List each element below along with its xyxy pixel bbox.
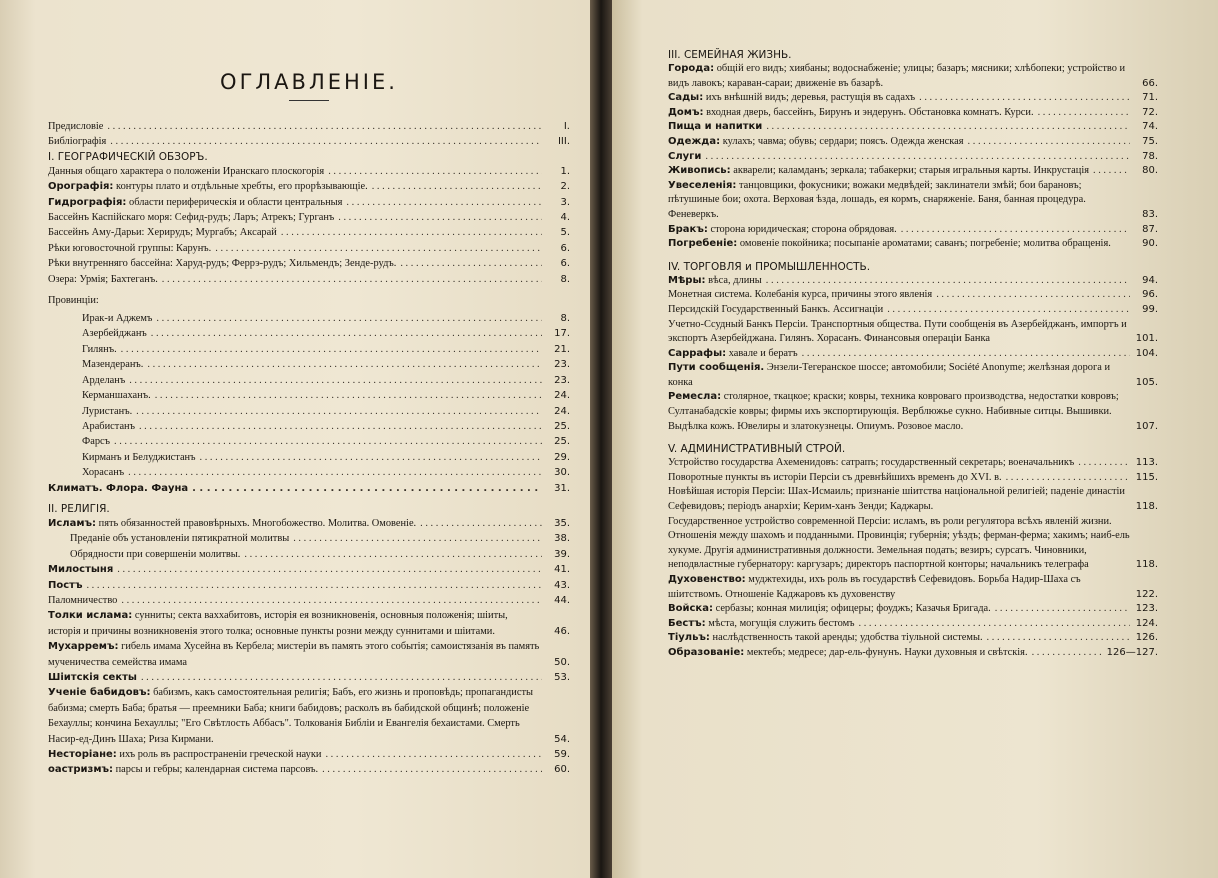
toc-entry-text — [48, 210, 542, 225]
right-page — [612, 0, 1218, 878]
toc-entry-page: 44. — [554, 594, 570, 606]
toc-entry-body: Монетная система. Колебанія курса, причины этого явленія — [668, 289, 933, 301]
toc-entry-body: Арабистанъ — [82, 420, 135, 432]
toc-entry-lead: Пути сообщенія. — [668, 362, 765, 374]
toc-entry-body: вѣса, длины — [708, 274, 762, 286]
toc-entry-body: танцовщики, фокусники; вожаки медвѣдей; заклинатели змѣй; бои барановъ; пѣтушиные бои; охота. Верховая ѣзда, лошадь, ея кормъ, снаряженіе. Баня, банная процедура. Феневеркъ. — [668, 179, 1086, 220]
toc-entry-body: Озера: Урмія; Бахтеганъ. — [48, 273, 158, 285]
toc-entry-page: 5. — [560, 227, 570, 239]
toc-entry-body: ихъ роль въ распространеніи греческой науки — [119, 749, 322, 761]
toc-entry-text — [668, 617, 1130, 632]
toc-entry-text — [668, 390, 1130, 434]
provinces-list — [48, 311, 570, 480]
toc-entry-page: 87. — [1142, 223, 1158, 235]
toc-entry — [48, 272, 570, 287]
toc-entry-text — [668, 62, 1130, 91]
toc-entry — [48, 593, 570, 608]
toc-entry-text — [668, 274, 1130, 289]
toc-entry-text — [82, 342, 542, 357]
toc-entry-page: 113. — [1135, 457, 1158, 469]
toc-entry-text — [48, 685, 542, 747]
toc-entry-body: сторона юридическая; сторона обрядовая. — [710, 223, 897, 235]
toc-entry-text — [668, 237, 1130, 252]
toc-entry-body: Ирак-и Аджемъ — [82, 313, 153, 325]
toc-entry — [48, 465, 570, 480]
toc-entry — [48, 562, 570, 577]
toc-entry-text — [668, 288, 1130, 303]
toc-entry-text — [48, 578, 542, 593]
toc-entry — [668, 120, 1158, 135]
toc-entry-lead: Мухарремъ: — [48, 641, 119, 653]
toc-entry-page: 118. — [1135, 501, 1158, 513]
toc-entry-page: 17. — [554, 328, 570, 340]
toc-entry-lead: оастризмъ: — [48, 764, 114, 776]
toc-entry-body: общій его видъ; хиябаны; водоснабженіе; улицы; базаръ; мясники; хлѣбопеки; устройство и видъ лавокъ; караван-сараи; движеніе въ базарѣ. — [668, 63, 1126, 89]
toc-entry-text — [82, 419, 542, 434]
toc-entry-body: парсы и гебры; календарная система парсовъ. — [115, 764, 319, 776]
toc-entry-page: 38. — [554, 533, 570, 545]
toc-entry-page: 90. — [1142, 238, 1158, 250]
toc-entry — [48, 516, 570, 531]
toc-entry-page: 126—127. — [1106, 646, 1158, 658]
toc-entry — [668, 237, 1158, 252]
toc-entry-body: Керманшаханъ. — [82, 390, 151, 402]
title-rule — [289, 100, 329, 101]
toc-entry — [48, 531, 570, 546]
toc-entry-body: Мазендеранъ. — [82, 359, 144, 371]
toc-entry — [48, 450, 570, 465]
toc-entry-page: 1. — [560, 165, 570, 177]
toc-entry-text — [668, 631, 1130, 646]
toc-entry-body: Паломничество — [48, 594, 118, 606]
toc-entry-page: 124. — [1135, 617, 1158, 629]
toc-entry-text — [48, 134, 542, 149]
toc-entry — [48, 119, 570, 134]
toc-entry-body: Гилянъ. — [82, 343, 117, 355]
toc-entry — [48, 357, 570, 372]
toc-entry — [668, 602, 1158, 617]
toc-entry — [48, 326, 570, 341]
toc-entry — [668, 91, 1158, 106]
toc-entry-text — [668, 135, 1130, 150]
toc-entry-text — [668, 456, 1130, 471]
toc-entry-page: 115. — [1135, 471, 1158, 483]
toc-entry-lead: Орографія: — [48, 181, 114, 193]
toc-entry-page: 54. — [554, 733, 570, 745]
climate-text: Климатъ. Флора. Фауна . . . — [48, 481, 542, 496]
toc-entry-page: 30. — [554, 467, 570, 479]
toc-entry-page: 23. — [554, 374, 570, 386]
section-2-list — [48, 516, 570, 778]
toc-entry-text — [668, 223, 1130, 238]
toc-entry-page: I. — [563, 121, 570, 132]
toc-entry-text — [48, 195, 542, 210]
toc-entry-lead: Саррафы: — [668, 347, 727, 359]
toc-entry-body: Хорасанъ — [82, 467, 125, 479]
toc-entry-lead: Слуги — [668, 150, 702, 162]
toc-entry-text — [82, 404, 542, 419]
toc-entry-text — [668, 485, 1130, 514]
toc-entry — [48, 241, 570, 256]
toc-entry-page: 126. — [1135, 632, 1158, 644]
section-2-heading: II. РЕЛИГІЯ. — [48, 502, 110, 515]
toc-entry-body: кулахъ; чавма; обувь; сердари; поясъ. Одежда женская — [722, 135, 964, 147]
toc-entry-text — [668, 361, 1130, 390]
toc-entry-page: 4. — [560, 212, 570, 224]
toc-entry-page: 3. — [560, 196, 570, 208]
toc-entry-text — [668, 164, 1130, 179]
toc-entry — [668, 179, 1158, 223]
toc-entry-page: 105. — [1135, 376, 1158, 388]
toc-entry-lead: Города: — [668, 63, 715, 74]
section-3-list — [668, 62, 1158, 252]
toc-entry-lead: Сады: — [668, 92, 704, 104]
toc-entry-page: 39. — [554, 548, 570, 560]
toc-entry-lead: Тіульъ: — [668, 632, 710, 644]
toc-entry-text — [48, 593, 542, 608]
toc-entry-page: 66. — [1142, 77, 1158, 89]
toc-entry — [48, 404, 570, 419]
toc-entry — [668, 274, 1158, 289]
toc-entry — [668, 303, 1158, 318]
toc-entry-text — [48, 747, 542, 762]
toc-entry-text — [48, 562, 542, 577]
toc-entry-body: сунниты; секта ваххабитовъ, исторія ея возникновенія, основныя положенія; шіиты, исторія и причины возникновенія этого толка; основные пункты розни между суннитами и шіитами. — [48, 610, 508, 637]
toc-entry-page: 50. — [554, 656, 570, 668]
toc-entry — [48, 225, 570, 240]
toc-entry-page: 75. — [1142, 135, 1158, 147]
book-gutter — [590, 0, 612, 878]
toc-entry-lead: Ученіе бабидовъ: — [48, 687, 151, 699]
toc-entry — [668, 390, 1158, 434]
toc-entry-page: 83. — [1142, 208, 1158, 220]
toc-entry-body: Арделанъ — [82, 374, 126, 386]
toc-entry-lead: Постъ — [48, 579, 83, 591]
toc-entry-text — [48, 670, 542, 685]
toc-entry-body: Луристанъ. — [82, 405, 133, 417]
toc-entry-lead: Бестъ: — [668, 617, 706, 629]
toc-entry-body: пять обязанностей правовѣрныхъ. Многобожество. Молитва. Омовеніе. — [98, 517, 417, 529]
toc-entry-page: 41. — [554, 564, 570, 576]
toc-entry-body: Библіографія — [48, 136, 107, 148]
toc-entry-text — [48, 608, 542, 639]
toc-entry — [48, 342, 570, 357]
toc-entry-lead: Духовенство: — [668, 574, 746, 585]
toc-entry-page: 8. — [560, 273, 570, 285]
toc-entry-text — [48, 179, 542, 194]
toc-entry-text — [82, 450, 542, 465]
toc-entry — [668, 135, 1158, 150]
toc-entry-lead: Образованіе: — [668, 646, 745, 658]
toc-entry — [668, 646, 1158, 661]
toc-entry-page: 24. — [554, 405, 570, 417]
toc-entry-body: Персидскій Государственный Банкъ. Ассигнаціи — [668, 303, 884, 315]
toc-entry — [48, 547, 570, 562]
toc-entry-lead: Домъ: — [668, 106, 704, 118]
toc-entry-body: Новѣйшая исторія Персіи: Шах-Исмаиль; признаніе шіитства національной религіей; паденіе династіи Сефевидовъ; періодъ анархіи; Керим-ханъ Зенди; Каджары. — [668, 486, 1125, 513]
toc-entry — [48, 639, 570, 670]
toc-entry-page: 104. — [1135, 347, 1158, 359]
toc-entry — [48, 311, 570, 326]
section-5-list — [668, 456, 1158, 660]
toc-entry-body: сербазы; конная милиція; офицеры; фоуджъ; Казачья Бригада. — [715, 603, 991, 615]
toc-entry-text — [48, 256, 542, 271]
toc-title: ОГЛАВЛЕНІЕ. — [220, 70, 398, 94]
toc-entry-page: 23. — [554, 359, 570, 371]
toc-entry — [668, 485, 1158, 514]
toc-entry-body: Государственное устройство современной Персіи: исламъ, въ роли регулятора всѣхъ явленій жизни. Отношенія между шахомъ и подданными. Провинція; губернія; уѣздъ; ферман-ферма; хакимъ; наиб-ель хукуме. Другія административныя должности. Земельная подать; везиръ; сурсатъ. Чиновники, неподвластные губернатору: каргузаръ; директоръ паспортной конторы; начальникъ телеграфа — [668, 515, 1130, 571]
toc-entry-body: муджтехиды, ихъ роль въ государствѣ Сефевидовъ. Борьба Надир-Шаха съ шіитствомъ. Отношеніе Каджаровъ къ духовенству — [668, 574, 1081, 600]
toc-entry-body: Энзели-Тегеранское шоссе; автомобили; Société Anonyme; желѣзная дорога и конка — [668, 362, 1111, 388]
toc-entry-lead: Бракъ: — [668, 223, 708, 235]
section-1-heading: I. ГЕОГРАФИЧЕСКІЙ ОБЗОРЪ. — [48, 150, 208, 163]
toc-entry — [48, 434, 570, 449]
toc-entry-text — [48, 119, 542, 134]
toc-entry-body: контуры плато и отдѣльные хребты, его прорѣзывающіе. — [116, 181, 368, 193]
toc-entry-body: бабизмъ, какъ самостоятельная религія; Бабъ, его жизнь и проповѣдь; пропагандисты бабизма; смерть Баба; братья — преемники Баба; книги бабидовъ; расколъ въ бабидской общинѣ; положеніе Бехауллы; кончина Бехауллы; "Его Свѣтлость Аббасъ". Толкованія Библіи и Евангелія бехаистами. Смерть Насир-ед-Динъ Шаха; Риза Кирмани. — [48, 687, 533, 745]
toc-entry — [48, 256, 570, 271]
toc-entry — [48, 608, 570, 639]
toc-entry — [668, 456, 1158, 471]
toc-entry-body: мектебъ; медресе; дар-ель-фунунъ. Науки духовныя и свѣтскія. — [746, 646, 1028, 658]
toc-entry-lead: Пища и напитки — [668, 121, 763, 133]
toc-entry — [48, 164, 570, 179]
toc-entry-page: 35. — [554, 517, 570, 529]
toc-entry — [48, 747, 570, 762]
toc-entry-text — [668, 318, 1130, 347]
toc-entry-text — [668, 646, 1101, 661]
toc-entry-page: 59. — [554, 749, 570, 761]
toc-entry-text — [668, 515, 1130, 573]
toc-entry — [48, 419, 570, 434]
toc-entry-lead: Милостыня — [48, 564, 114, 576]
toc-entry-page: 122. — [1135, 588, 1158, 600]
toc-entry-page: 118. — [1135, 559, 1158, 571]
toc-entry-page: 71. — [1142, 92, 1158, 104]
toc-entry-lead: Ремесла: — [668, 391, 722, 403]
toc-entry — [48, 388, 570, 403]
climate-entry — [48, 481, 570, 496]
toc-entry-lead: Мѣры: — [668, 274, 706, 286]
toc-entry-page: 25. — [554, 436, 570, 448]
toc-entry-body: области периферическія и области центральныя — [129, 196, 343, 208]
toc-entry-lead: Несторіане: — [48, 749, 117, 761]
toc-entry — [48, 373, 570, 388]
toc-entry — [48, 210, 570, 225]
toc-entry — [48, 762, 570, 777]
toc-entry-text — [48, 272, 542, 287]
toc-entry — [48, 578, 570, 593]
toc-entry — [668, 223, 1158, 238]
toc-entry-lead: Толки ислама: — [48, 610, 133, 622]
toc-entry — [668, 361, 1158, 390]
toc-entry — [48, 670, 570, 685]
toc-entry — [668, 106, 1158, 121]
toc-entry-lead: Живопись: — [668, 165, 731, 177]
toc-entry-page: 94. — [1142, 274, 1158, 286]
toc-entry-body: Обрядности при совершеніи молитвы. — [70, 548, 241, 560]
toc-entry — [48, 195, 570, 210]
toc-entry-page: 43. — [554, 579, 570, 591]
toc-entry-lead: Исламъ: — [48, 517, 97, 529]
toc-entry-body: Поворотные пункты въ исторіи Персіи съ древнѣйшихъ временъ до XVI. в. — [668, 471, 1002, 483]
toc-entry — [668, 617, 1158, 632]
toc-entry-body: мѣста, могущія служить бестомъ — [708, 617, 855, 629]
toc-entry-page: 123. — [1135, 603, 1158, 615]
toc-entry-body: Преданіе объ установленіи пятикратной молитвы — [70, 533, 290, 545]
toc-entry-body: гибель имама Хусейна въ Кербела; мистеріи въ память этого событія; самоистязанія въ память мученичества семейства имама — [48, 641, 540, 668]
toc-entry-text — [48, 516, 542, 531]
toc-entry-text — [668, 471, 1130, 486]
toc-entry — [668, 515, 1158, 573]
toc-entry-text — [668, 179, 1130, 223]
toc-entry-page: 107. — [1135, 420, 1158, 432]
toc-entry-page: 101. — [1135, 333, 1158, 345]
toc-entry-body: Предисловіе — [48, 121, 104, 132]
toc-entry-page: 6. — [560, 242, 570, 254]
front-matter — [48, 119, 570, 150]
left-page — [0, 0, 590, 878]
toc-entry-page: 25. — [554, 420, 570, 432]
toc-entry-page: 74. — [1142, 121, 1158, 133]
toc-entry-text — [70, 531, 542, 546]
toc-entry — [48, 179, 570, 194]
toc-entry-lead: Погребеніе: — [668, 238, 738, 250]
toc-entry-body: Данныя общаго характера о положеніи Иранскаго плоскогорія — [48, 165, 325, 177]
climate-page: 31. — [554, 482, 570, 494]
section-1-list — [48, 164, 570, 287]
toc-entry-text — [668, 106, 1130, 121]
toc-entry-page: 6. — [560, 258, 570, 270]
toc-entry-body: Учетно-Ссудный Банкъ Персіи. Транспортныя общества. Пути сообщенія въ Азербейджанъ, импортъ и экспортъ Азербейджана. Гилянъ. Хорасанъ. Финансовыя операціи Банка — [668, 318, 1127, 345]
toc-entry-text — [48, 164, 542, 179]
toc-entry-lead: Гидрографія: — [48, 196, 127, 208]
toc-entry-text — [668, 602, 1130, 617]
toc-entry-body: акварели; каламданъ; зеркала; табакерки; старыя игральныя карты. Инкрустація — [733, 165, 1090, 177]
toc-entry-text — [668, 573, 1130, 602]
toc-entry — [668, 573, 1158, 602]
toc-entry — [48, 134, 570, 149]
section-3-heading: III. СЕМЕЙНАЯ ЖИЗНЬ. — [668, 49, 792, 61]
toc-entry — [668, 288, 1158, 303]
toc-entry-text — [82, 373, 542, 388]
toc-entry-page: 78. — [1142, 150, 1158, 162]
toc-entry-text — [668, 150, 1130, 165]
toc-entry-text — [70, 547, 542, 562]
toc-entry-page: 24. — [554, 390, 570, 402]
toc-entry-page: 80. — [1142, 165, 1158, 177]
toc-entry-body: омовеніе покойника; посыпаніе ароматами; саванъ; погребеніе; молитва обращенія. — [739, 238, 1111, 250]
toc-entry-body: Рѣки внутренняго бассейна: Харуд-рудъ; Феррэ-рудъ; Хильмендъ; Зенде-рудъ. — [48, 258, 397, 270]
section-4-list — [668, 274, 1158, 435]
toc-entry-page: 46. — [554, 625, 570, 637]
toc-entry-text — [82, 388, 542, 403]
toc-entry-body: ихъ внѣшній видъ; деревья, растущія въ садахъ — [705, 92, 916, 104]
toc-entry-page: 60. — [554, 764, 570, 776]
toc-entry — [668, 318, 1158, 347]
toc-entry-lead: Одежда: — [668, 135, 721, 147]
toc-entry-body: хавале и бератъ — [728, 347, 798, 359]
toc-entry-text — [668, 303, 1130, 318]
toc-entry — [668, 164, 1158, 179]
provinces-label: Провинціи: — [48, 295, 99, 307]
toc-entry-text — [668, 347, 1130, 362]
toc-entry-page: III. — [557, 136, 570, 148]
toc-entry-page: 2. — [560, 181, 570, 193]
toc-entry-body: Бассейнъ Каспійскаго моря: Сефид-рудъ; Ларъ; Атрекъ; Гурганъ — [48, 212, 335, 224]
toc-entry-body: Рѣки юговосточной группы: Карунъ. — [48, 242, 212, 254]
toc-entry-text — [82, 465, 542, 480]
toc-entry-lead: Войска: — [668, 603, 713, 615]
toc-entry-text — [48, 241, 542, 256]
toc-entry-body: столярное, ткацкое; краски; ковры, техника ковроваго производства, недостатки ковровъ; Султанабадскіе ковры; фирмы ихъ экспортирующія. Верблюжье сукно. Набивные ситцы. Вышивки. Выдѣлка кожъ. Ювелиры и златокузнецы. Опиумъ. Розовое масло. — [668, 391, 1119, 432]
toc-entry-page: 8. — [560, 313, 570, 325]
toc-entry-body: Устройство государства Ахеменидовъ: сатрапъ; государственный секретарь; военачальникъ — [668, 457, 1075, 469]
toc-entry — [668, 631, 1158, 646]
toc-entry-lead: Увеселенія: — [668, 179, 737, 191]
toc-entry — [668, 471, 1158, 486]
section-5-heading: V. АДМИНИСТРАТИВНЫЙ СТРОЙ. — [668, 443, 846, 456]
toc-entry-page: 72. — [1142, 106, 1158, 118]
toc-entry-text — [48, 225, 542, 240]
toc-entry-page: 99. — [1142, 303, 1158, 315]
toc-entry — [668, 62, 1158, 91]
toc-entry-text — [668, 120, 1130, 135]
toc-entry-text — [82, 311, 542, 326]
toc-entry-text — [82, 326, 542, 341]
toc-entry-text — [48, 762, 542, 777]
toc-entry-page: 96. — [1142, 289, 1158, 301]
toc-entry — [668, 150, 1158, 165]
toc-entry-page: 21. — [554, 343, 570, 355]
toc-entry-body: наслѣдственность такой аренды; удобства тіульной системы. — [712, 632, 983, 644]
toc-entry-page: 29. — [554, 451, 570, 463]
toc-entry-body: Фарсъ — [82, 436, 111, 448]
toc-entry-text — [82, 357, 542, 372]
section-4-heading: IV. ТОРГОВЛЯ и ПРОМЫШЛЕННОСТЬ. — [668, 260, 871, 273]
toc-entry-page: 53. — [554, 672, 570, 683]
toc-entry — [668, 347, 1158, 362]
toc-entry-body: Бассейнъ Аму-Дарьи: Херирудъ; Мургабъ; Аксарай — [48, 227, 277, 239]
toc-entry-text — [668, 91, 1130, 106]
toc-entry-body: Азербейджанъ — [82, 328, 147, 340]
toc-entry-text — [82, 434, 542, 449]
toc-entry-body: Кирманъ и Белуджистанъ — [82, 451, 196, 463]
toc-entry-lead: Шіитскія секты — [48, 672, 137, 683]
toc-entry-text — [48, 639, 542, 670]
toc-entry-body: входная дверь, бассейнъ, Бирунъ и эндерунъ. Обстановка комнатъ. Курси. — [706, 106, 1034, 118]
toc-entry — [48, 685, 570, 747]
